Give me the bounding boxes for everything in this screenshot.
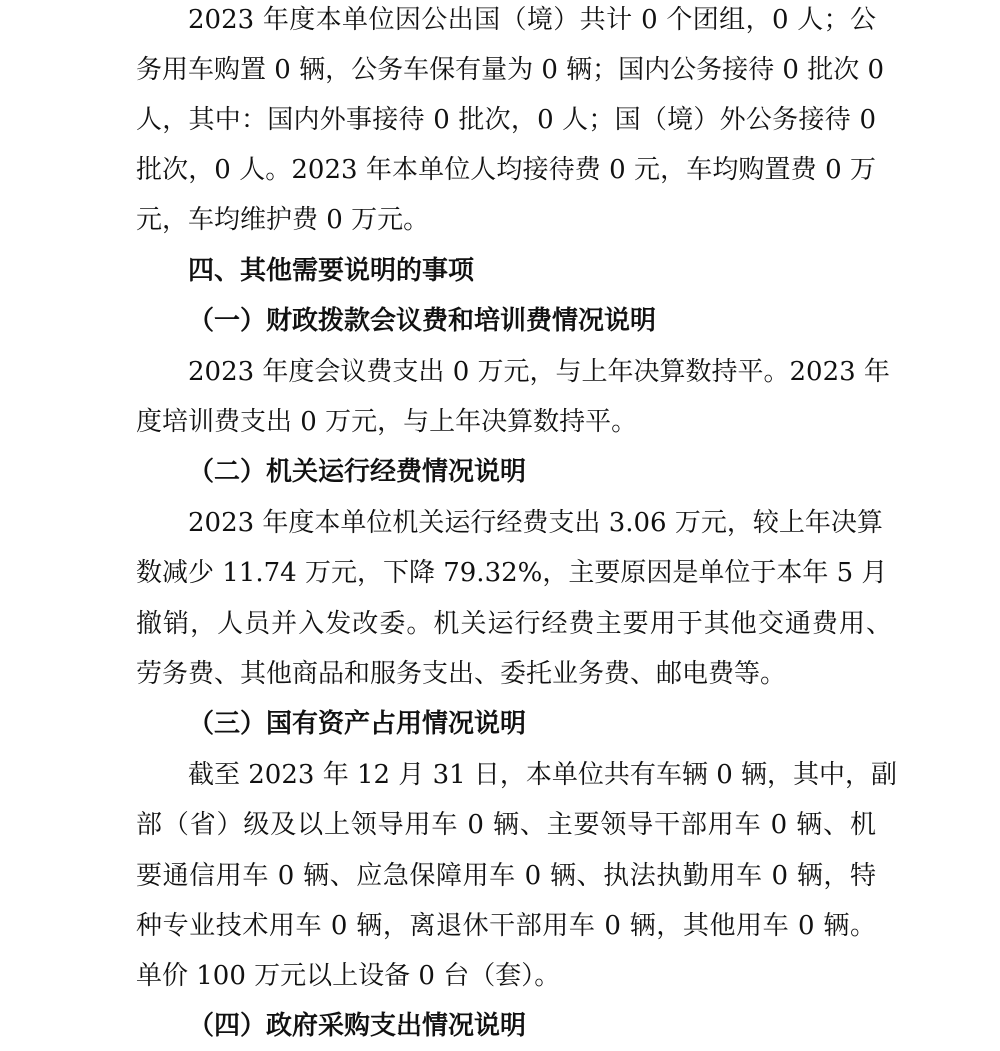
section-heading: 四、其他需要说明的事项	[188, 256, 475, 286]
paragraph-line: 部（省）级及以上领导用车 0 辆、主要领导干部用车 0 辆、机	[136, 810, 876, 840]
paragraph-line: 元，车均维护费 0 万元。	[136, 205, 430, 235]
paragraph-line: 要通信用车 0 辆、应急保障用车 0 辆、执法执勤用车 0 辆，特	[136, 861, 876, 891]
subsection-heading: （三）国有资产占用情况说明	[188, 709, 527, 739]
paragraph-line: 劳务费、其他商品和服务支出、委托业务费、邮电费等。	[136, 659, 787, 689]
paragraph-line: 数减少 11.74 万元，下降 79.32%，主要原因是单位于本年 5 月	[136, 558, 888, 588]
paragraph-line: 截至 2023 年 12 月 31 日，本单位共有车辆 0 辆，其中，副	[188, 760, 897, 790]
subsection-heading: （四）政府采购支出情况说明	[188, 1011, 527, 1041]
paragraph-line: 种专业技术用车 0 辆，离退休干部用车 0 辆，其他用车 0 辆。	[136, 911, 876, 941]
paragraph-line: 2023 年度本单位因公出国（境）共计 0 个团组，0 人；公	[188, 5, 876, 35]
paragraph-line: 度培训费支出 0 万元，与上年决算数持平。	[136, 407, 638, 437]
paragraph-line: 单价 100 万元以上设备 0 台（套）。	[136, 961, 561, 991]
paragraph-line: 撤销，人员并入发改委。机关运行经费主要用于其他交通费用、	[136, 609, 892, 639]
paragraph-line: 2023 年度会议费支出 0 万元，与上年决算数持平。2023 年	[188, 357, 890, 387]
subsection-heading: （一）财政拨款会议费和培训费情况说明	[188, 306, 657, 336]
paragraph-line: 务用车购置 0 辆，公务车保有量为 0 辆；国内公务接待 0 批次 0	[136, 55, 885, 85]
paragraph-line: 人，其中：国内外事接待 0 批次，0 人；国（境）外公务接待 0	[136, 105, 876, 135]
subsection-heading: （二）机关运行经费情况说明	[188, 457, 527, 487]
paragraph-line: 2023 年度本单位机关运行经费支出 3.06 万元，较上年决算	[188, 508, 883, 538]
paragraph-line: 批次，0 人。2023 年本单位人均接待费 0 元，车均购置费 0 万	[136, 155, 876, 185]
